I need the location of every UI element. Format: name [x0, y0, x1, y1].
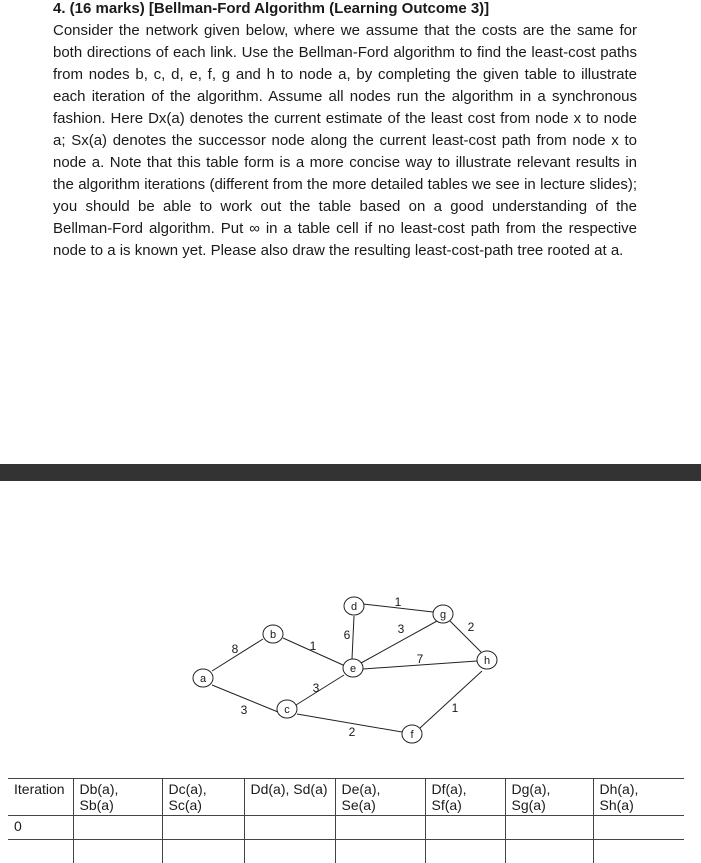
cost-d-g: 1 [395, 595, 402, 609]
question-body: Consider the network given below, where we assume that the costs are the same for both directions of each link. Use the Bellman-Ford algorithm to find the least-cost paths from nodes b, c, d, e, f, g and h to node a, by completing the given table to illustrate each iteration of the algorithm. Assume all nodes run the algorithm in a synchronous fashion. Here Dx(a) denotes the current estimate of the least cost from node x to node a; Sx(a) denotes the successor node along the current least-cost path from node x to node a. Note that this table form is a more concise way to illustrate relevant results in the algorithm iterations (different from the more detailed tables we see in lecture slides); you should be able to work out the table based on a good understanding of the Bellman-Ford algorithm. Put ∞ in a table cell if no least-cost path from the respective node to a is known yet. Please also draw the resulting least-cost-path tree rooted at a. [53, 20, 637, 262]
table-row [8, 816, 684, 840]
link-d-e [352, 616, 354, 659]
cost-e-h: 7 [417, 652, 424, 666]
table-header-row [8, 779, 684, 816]
table-cell[interactable] [593, 816, 684, 840]
table-cell[interactable] [244, 840, 335, 863]
cost-g-h: 2 [468, 620, 475, 634]
cost-e-g: 3 [398, 622, 405, 636]
table-cell[interactable] [73, 816, 162, 840]
table-row [8, 840, 684, 863]
table-cell[interactable] [425, 840, 505, 863]
cost-a-b: 8 [232, 642, 239, 656]
table-cell[interactable] [73, 840, 162, 863]
table-cell[interactable] [505, 816, 593, 840]
node-d-label: d [351, 601, 357, 613]
table-cell [8, 840, 73, 863]
table-cell[interactable] [162, 840, 244, 863]
table-cell[interactable] [425, 816, 505, 840]
header-dc: Dc(a), Sc(a) [162, 779, 244, 816]
node-f-label: f [410, 729, 414, 741]
header-iteration: Iteration [8, 779, 73, 816]
cost-d-e: 6 [344, 628, 351, 642]
table-cell: 0 [8, 816, 73, 840]
cost-b-e: 1 [310, 639, 317, 653]
table-cell[interactable] [335, 816, 425, 840]
table-cell[interactable] [593, 840, 684, 863]
cost-c-f: 2 [349, 725, 356, 739]
table-cell[interactable] [505, 840, 593, 863]
link-f-h [420, 671, 482, 728]
node-b-label: b [270, 629, 276, 641]
header-dd: Dd(a), Sd(a) [244, 779, 335, 816]
header-dg: Dg(a), Sg(a) [505, 779, 593, 816]
header-de: De(a), Se(a) [335, 779, 425, 816]
iteration-table [8, 778, 684, 863]
header-df: Df(a), Sf(a) [425, 779, 505, 816]
network-diagram [0, 481, 701, 771]
node-c-label: c [284, 704, 290, 716]
question-title: 4. (16 marks) [Bellman-Ford Algorithm (Learning Outcome 3)] [53, 0, 489, 18]
graph-nodes [193, 597, 497, 743]
table-cell[interactable] [335, 840, 425, 863]
network-graph [0, 481, 701, 771]
page-divider [0, 464, 701, 481]
header-db: Db(a), Sb(a) [73, 779, 162, 816]
table-cell[interactable] [162, 816, 244, 840]
node-g-label: g [440, 609, 446, 621]
link-g-h [450, 621, 481, 652]
link-c-e [296, 675, 344, 705]
header-dh: Dh(a), Sh(a) [593, 779, 684, 816]
cost-a-c: 3 [241, 703, 248, 717]
node-h-label: h [484, 655, 490, 667]
node-a-label: a [200, 673, 207, 685]
table-cell[interactable] [244, 816, 335, 840]
cost-c-e: 3 [313, 681, 320, 695]
node-e-label: e [350, 663, 356, 675]
cost-f-h: 1 [452, 701, 459, 715]
